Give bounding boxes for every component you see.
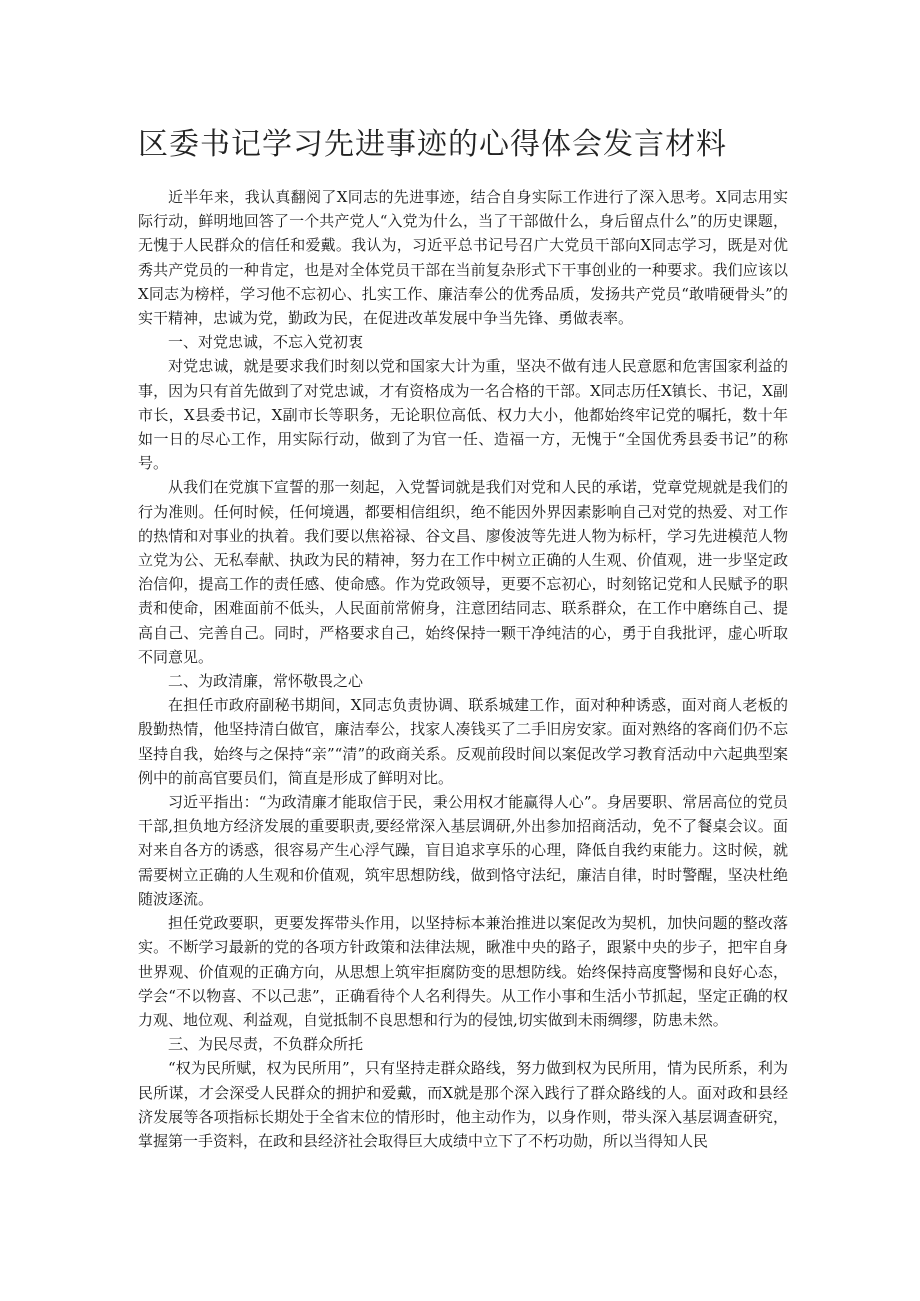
body-paragraph: 从我们在党旗下宣誓的那一刻起，入党誓词就是我们对党和人民的承诺，党章党规就是我们的行为准则。任何时候，任何境遇，都要相信组织，绝不能因外界因素影响自己对党的热爱、对工作的热情和对事业的执着。我们要以焦裕禄、谷文昌、廖俊波等先进人物为标杆，学习先进模范人物立党为公、无私奉献、执政为民的精神，努力在工作中树立正确的人生观、价值观，进一步坚定政治信仰，提高工作的责任感、使命感。作为党政领导，更要不忘初心，时刻铭记党和人民赋予的职责和使命，困难面前不低头，人民面前常俯身，注意团结同志、联系群众，在工作中磨练自己、提高自己、完善自己。同时，严格要求自己，始终保持一颗干净纯洁的心，勇于自我批评，虚心听取不同意见。 (138, 478, 788, 666)
intro-paragraph: 近半年来，我认真翻阅了X同志的先进事迹，结合自身实际工作进行了深入思考。X同志用实际行动，鲜明地回答了一个共产党人“入党为什么，当了干部做什么，身后留点什么”的历史课题，无愧于人民群众的信任和爱戴。我认为，习近平总书记号召广大党员干部向X同志学习，既是对优秀共产党员的一种肯定，也是对全体党员干部在当前复杂形式下干事创业的一种要求。我们应该以X同志为榜样，学习他不忘初心、扎实工作、廉洁奉公的优秀品质，发扬共产党员“敢啃硬骨头”的实干精神，忠诚为党，勤政为民，在促进改革发展中争当先锋、勇做表率。 (138, 188, 788, 328)
body-paragraph: 担任党政要职，更要发挥带头作用，以坚持标本兼治推进以案促改为契机，加快问题的整改落实。不断学习最新的党的各项方针政策和法律法规，瞅准中央的路子，跟紧中央的步子，把牢自身世界观、价值观的正确方向，从思想上筑牢拒腐防变的思想防线。始终保持高度警惕和良好心态，学会“不以物喜、不以己悲”，正确看待个人名利得失。从工作小事和生活小节抓起，坚定正确的权力观、地位观、利益观，自觉抵制不良思想和行为的侵蚀,切实做到未雨绸缪，防患未然。 (138, 914, 788, 1029)
section-heading-3: 三、为民尽责，不负群众所托 (168, 1035, 364, 1054)
body-paragraph: 在担任市政府副秘书期间，X同志负责协调、联系城建工作，面对种种诱惑，面对商人老板的殷勤热情，他坚持清白做官，廉洁奉公，找家人凑钱买了二手旧房安家。面对熟络的客商们仍不忘坚持自我，始终与之保持“亲”“清”的政商关系。反观前段时间以案促改学习教育活动中六起典型案例中的前高官要员们，简直是形成了鲜明对比。 (138, 696, 788, 787)
section-heading-1: 一、对党忠诚，不忘入党初衷 (168, 333, 364, 352)
document-page (138, 125, 788, 1153)
section-heading-2: 二、为政清廉，常怀敬畏之心 (168, 672, 364, 691)
body-paragraph: 习近平指出：“为政清廉才能取信于民，秉公用权才能赢得人心”。身居要职、常居高位的党员干部,担负地方经济发展的重要职责,要经常深入基层调研,外出参加招商活动，免不了餐桌会议。面对来自各方的诱惑，很容易产生心浮气躁，盲目追求享乐的心理，降低自我约束能力。这时候，就需要树立正确的人生观和价值观，筑牢思想防线，做到恪守法纪，廉洁自律，时时警醒，坚决杜绝随波逐流。 (138, 793, 788, 908)
body-paragraph: “权为民所赋，权为民所用”，只有坚持走群众路线，努力做到权为民所用，情为民所系，利为民所谋，才会深受人民群众的拥护和爱戴，而X就是那个深入践行了群众路线的人。面对政和县经济发展等各项指标长期处于全省末位的情形时，他主动作为，以身作则，带头深入基层调查研究，掌握第一手资料，在政和县经济社会取得巨大成绩中立下了不朽功勋，所以当得知人民 (138, 1059, 788, 1150)
body-paragraph: 对党忠诚，就是要求我们时刻以党和国家大计为重，坚决不做有违人民意愿和危害国家利益的事，因为只有首先做到了对党忠诚，才有资格成为一名合格的干部。X同志历任X镇长、书记，X副市长，X县委书记，X副市长等职务，无论职位高低、权力大小，他都始终牢记党的嘱托，数十年如一日的尽心工作，用实际行动，做到了为官一任、造福一方，无愧于“全国优秀县委书记”的称号。 (138, 357, 788, 473)
document-title: 区委书记学习先进事迹的心得体会发言材料 (138, 127, 727, 162)
